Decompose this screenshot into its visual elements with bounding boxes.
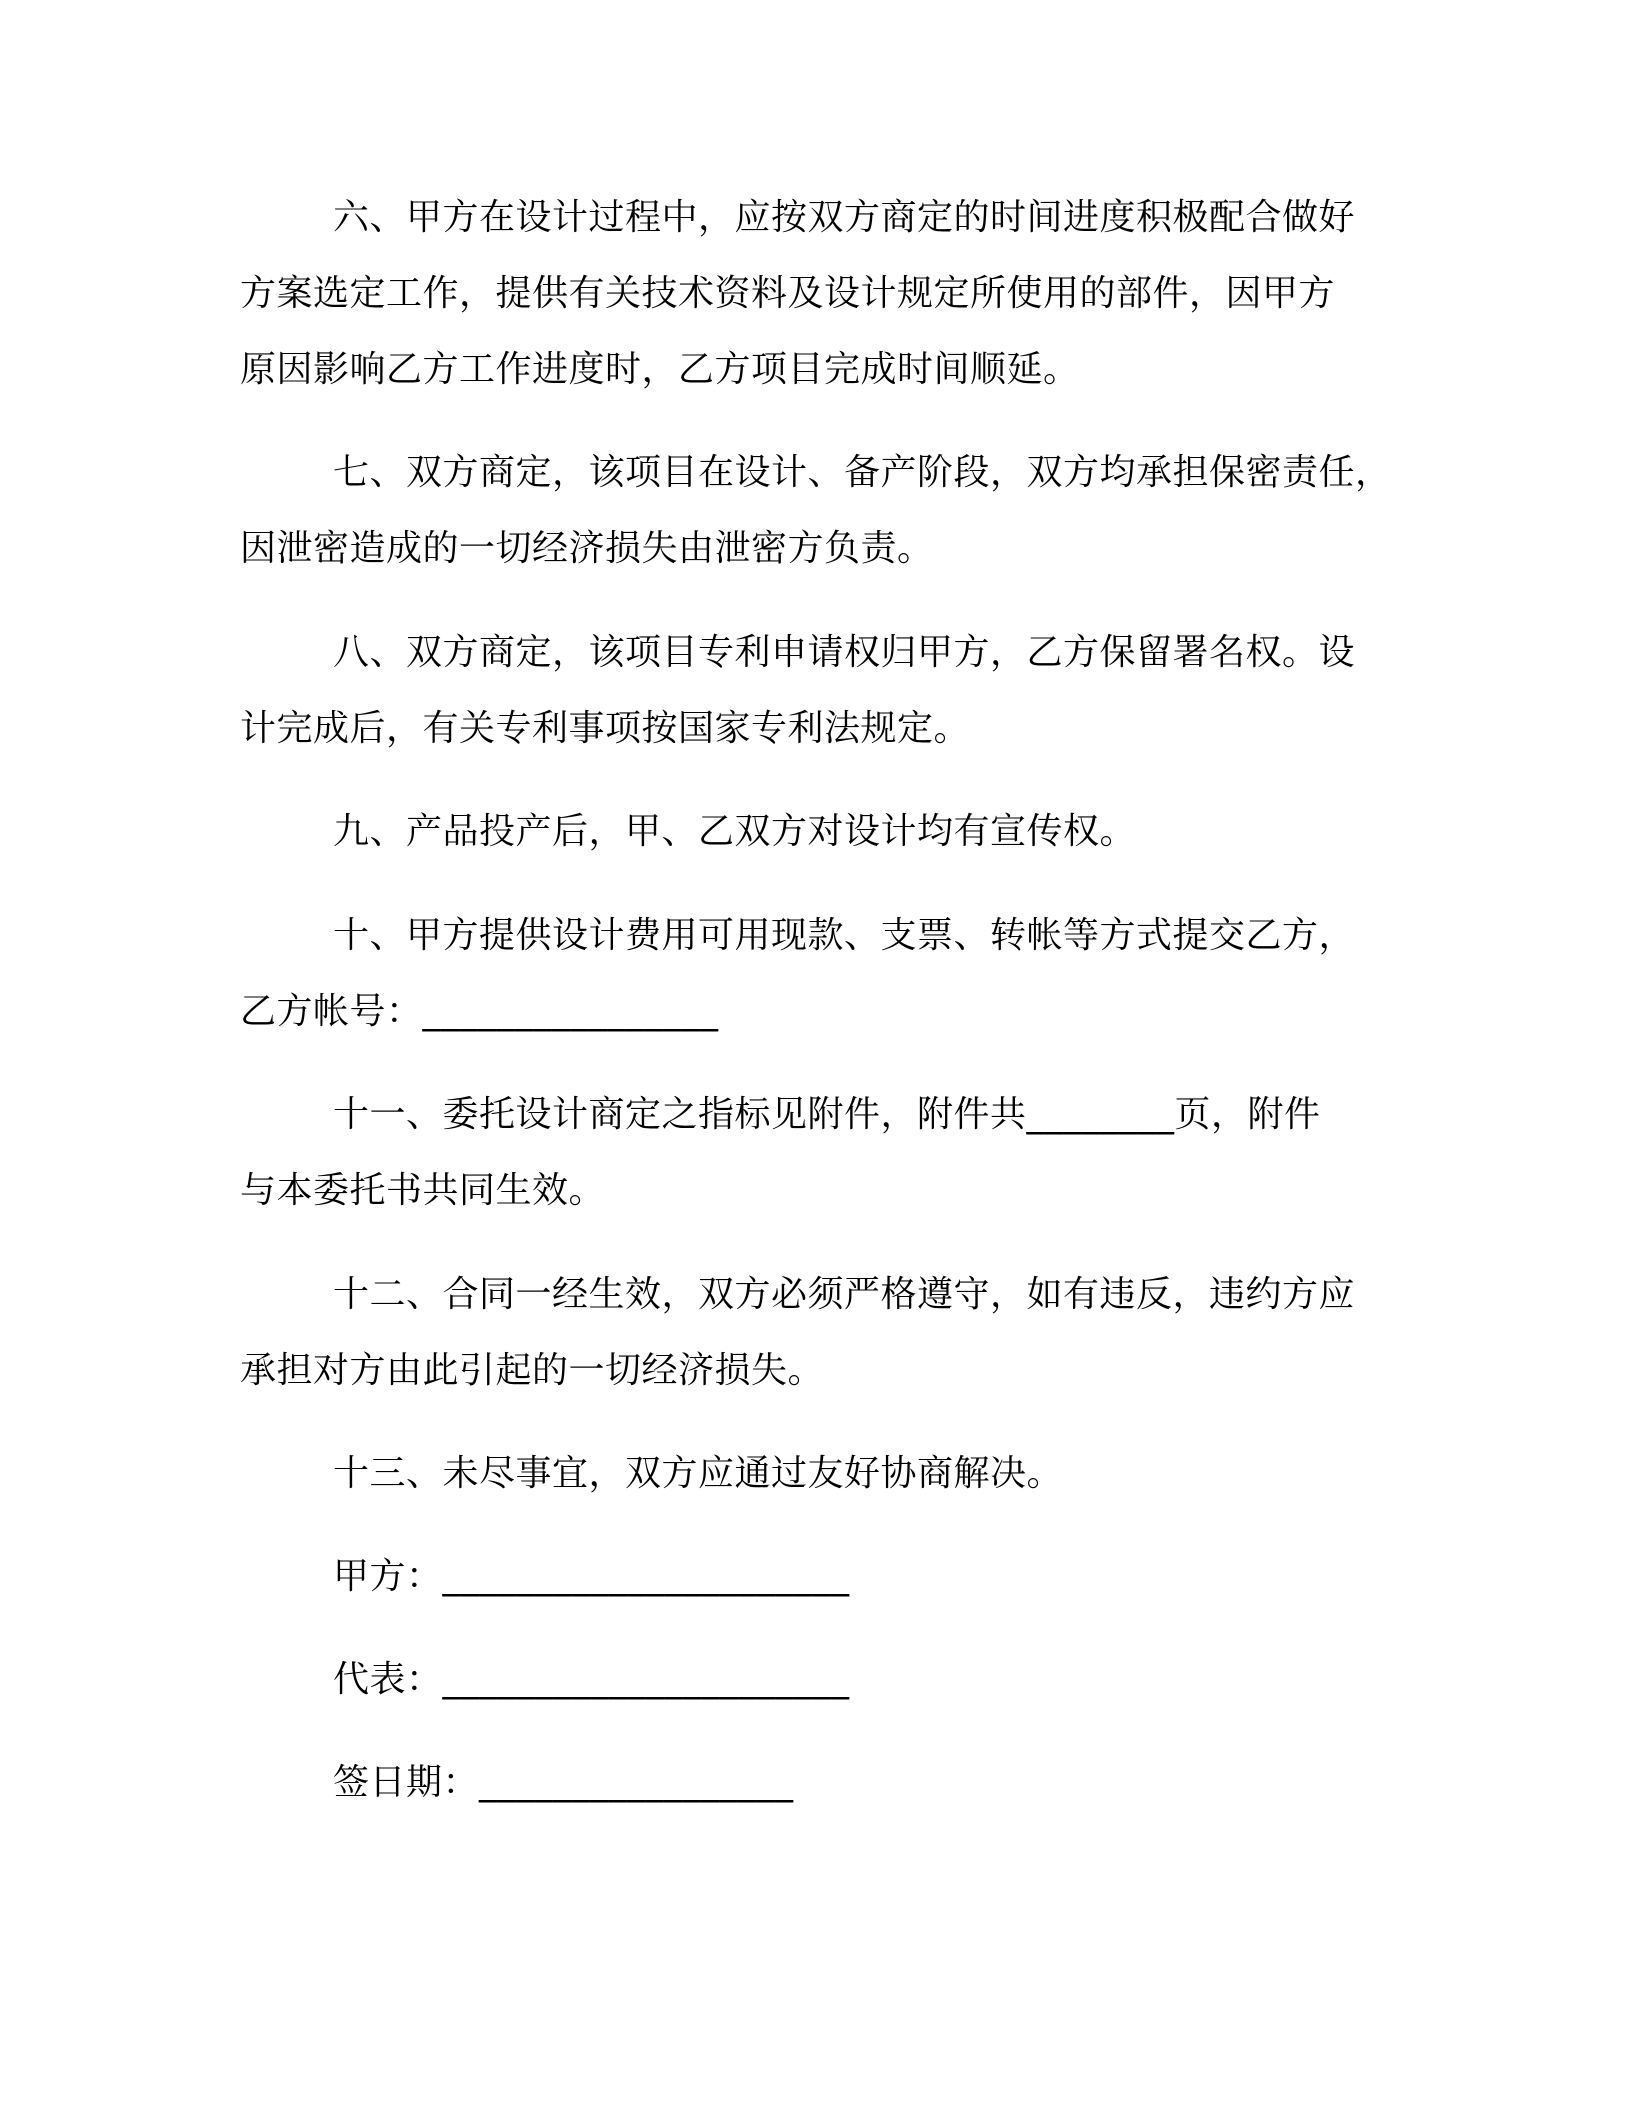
clause-13-line-1: 十三、未尽事宜，双方应通过友好协商解决。 [333, 1453, 1064, 1494]
clause-12-line-2: 承担对方由此引起的一切经济损失。 [240, 1350, 825, 1391]
clause-8-line-2: 计完成后，有关专利事项按国家专利法规定。 [240, 708, 971, 749]
clause-7-line-1: 七、双方商定，该项目在设计、备产阶段，双方均承担保密责任， [333, 452, 1392, 493]
clause-7-line-2: 因泄密造成的一切经济损失由泄密方负责。 [240, 528, 934, 569]
clause-6-line-3: 原因影响乙方工作进度时，乙方项目完成时间顺延。 [240, 349, 1080, 390]
clause-8-line-1: 八、双方商定，该项目专利申请权归甲方，乙方保留署名权。设 [333, 632, 1356, 673]
clause-10-account-line: 乙方帐号：________________ [240, 991, 719, 1032]
party-a-signature-line: 甲方：______________________ [333, 1556, 850, 1597]
clause-12-line-1: 十二、合同一经生效，双方必须严格遵守，如有违反，违约方应 [333, 1274, 1356, 1315]
clause-10-line-1: 十、甲方提供设计费用可用现款、支票、转帐等方式提交乙方， [333, 915, 1356, 956]
signing-date-line: 签日期：_________________ [333, 1762, 794, 1803]
clause-6-line-2: 方案选定工作，提供有关技术资料及设计规定所使用的部件，因甲方 [240, 273, 1336, 314]
representative-signature-line: 代表：______________________ [333, 1659, 850, 1700]
clause-9-line-1: 九、产品投产后，甲、乙双方对设计均有宣传权。 [333, 811, 1137, 852]
clause-11-line-1: 十一、委托设计商定之指标见附件，附件共________页，附件 [333, 1094, 1321, 1135]
clause-6-line-1: 六、甲方在设计过程中，应按双方商定的时间进度积极配合做好 [333, 197, 1356, 238]
clause-11-line-2: 与本委托书共同生效。 [240, 1170, 606, 1211]
